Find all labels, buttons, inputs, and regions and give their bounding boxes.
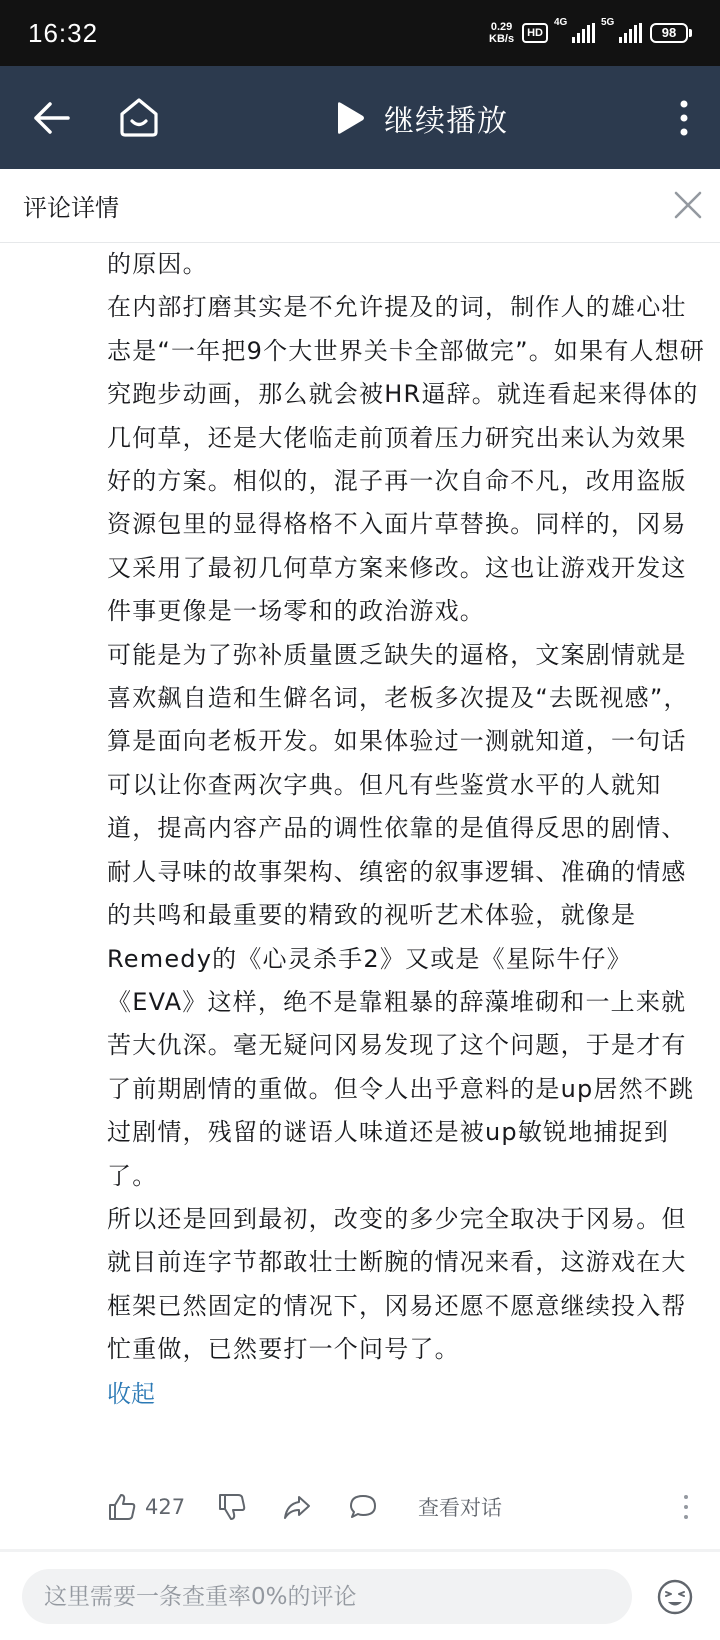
view-dialog-link[interactable]: 查看对话: [418, 1496, 502, 1520]
thumbs-up-icon: [107, 1492, 137, 1522]
comment-input[interactable]: [22, 1569, 632, 1624]
back-arrow-icon[interactable]: [32, 98, 72, 138]
status-indicators: [489, 17, 692, 45]
signal-5g-label: 5G: [601, 17, 615, 28]
page-title: 评论详情: [23, 194, 119, 222]
more-vertical-icon[interactable]: [680, 1492, 692, 1522]
home-icon[interactable]: [116, 94, 162, 140]
more-vertical-icon[interactable]: [672, 98, 696, 138]
comment-body: [107, 243, 707, 1416]
hd-badge: HD: [522, 23, 548, 43]
battery-level: 98: [650, 23, 688, 43]
like-button[interactable]: [107, 1492, 185, 1522]
like-count: 427: [145, 1495, 186, 1519]
continue-play-button[interactable]: [334, 96, 508, 140]
dislike-button[interactable]: [217, 1492, 247, 1522]
reply-button[interactable]: [348, 1492, 378, 1522]
comment-paragraph: 可能是为了弥补质量匮乏缺失的逼格，文案剧情就是喜欢飙自造和生僻名词，老板多次提及“去既视感”，算是面向老板开发。如果体验过一测就知道，一句话可以让你查两次字典。但凡有些鉴赏水平的人就知道，提高内容产品的调性依靠的是值得反思的剧情、耐人寻味的故事架构、缜密的叙事逻辑、准确的情感的共鸣和最重要的精致的视听艺术体验，就像是Remedy的《心灵杀手2》又或是《星际牛仔》《EVA》这样，绝不是靠粗暴的辞藻堆砌和一上来就苦大仇深。毫无疑问冈易发现了这个问题，于是才有了前期剧情的重做。但令人出乎意料的是up居然不跳过剧情，残留的谜语人味道还是被up敏锐地捕捉到了。: [107, 640, 695, 1190]
comment-input-bar: [0, 1552, 720, 1640]
top-nav: [0, 66, 720, 169]
signal-4g-label: 4G: [554, 17, 568, 28]
comment-paragraph: 在内部打磨其实是不允许提及的词，制作人的雄心壮志是“一年把9个大世界关卡全部做完”。如果有人想研究跑步动画，那么就会被HR逼辞。就连看起来得体的几何草，还是大佬临走前顶着压力研究出来认为效果好的方案。相似的，混子再一次自命不凡，改用盗版资源包里的显得格格不入面片草替换。同样的，冈易又采用了最初几何草方案来修改。这也让游戏开发这件事更像是一场零和的政治游戏。: [107, 293, 706, 626]
play-icon: [334, 100, 366, 136]
network-speed-unit: KB/s: [489, 33, 515, 45]
thumbs-down-icon: [217, 1492, 247, 1522]
signal-5g-icon: [601, 17, 642, 43]
signal-4g-icon: [554, 17, 595, 43]
status-time: 16:32: [28, 17, 99, 48]
comment-paragraph: 的原因。: [107, 250, 208, 278]
battery-icon: [650, 23, 692, 43]
emoji-icon[interactable]: [656, 1578, 694, 1616]
comment-paragraph: 所以还是回到最初，改变的多少完全取决于冈易。但就目前连字节都敢壮士断腕的情况来看，这游戏在大框架已然固定的情况下，冈易还愿不愿意继续投入帮忙重做，已然要打一个问号了。: [107, 1204, 687, 1364]
network-speed-value: 0.29: [490, 21, 513, 33]
share-icon: [282, 1492, 312, 1522]
network-speed: [489, 21, 514, 45]
comment-actions: [107, 1487, 707, 1527]
comment-bubble-icon: [348, 1492, 378, 1522]
collapse-link[interactable]: 收起: [107, 1379, 155, 1408]
close-icon[interactable]: [672, 189, 704, 221]
share-button[interactable]: [282, 1492, 312, 1522]
comment-detail-header: [0, 169, 720, 243]
continue-play-label: 继续播放: [384, 104, 508, 139]
status-bar: [0, 0, 720, 66]
